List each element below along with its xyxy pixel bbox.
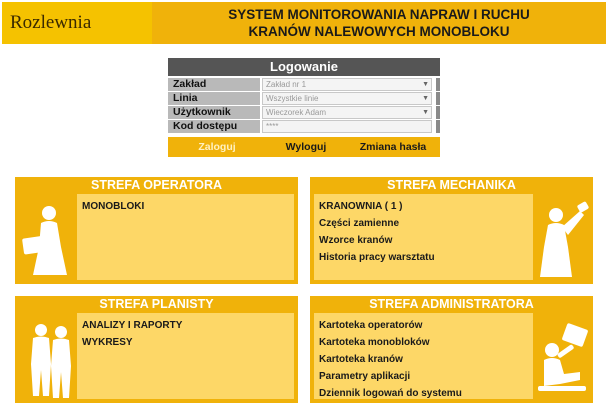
menu-item-workshop-history[interactable]: Historia pracy warsztatu [319, 252, 435, 263]
scrollbar [436, 120, 440, 133]
zone-admin [310, 296, 593, 403]
chevron-down-icon: ▼ [422, 81, 429, 88]
scrollbar [436, 106, 440, 119]
menu-item-tap-patterns[interactable]: Wzorce kranów [319, 235, 393, 246]
zone-operator-menu [77, 194, 294, 280]
mechanic-figure-icon [534, 199, 592, 279]
logout-button[interactable]: Wyloguj [285, 141, 327, 153]
page-title-line2: KRANÓW NALEWOWYCH MONOBLOKU [248, 24, 510, 39]
login-row-line [168, 92, 440, 105]
menu-item-kranownia[interactable]: KRANOWNIA ( 1 ) [319, 201, 403, 212]
login-panel [168, 58, 440, 158]
change-password-button[interactable]: Zmiana hasła [359, 141, 427, 153]
page-title-line1: SYSTEM MONITOROWANIA NAPRAW I RUCHU [228, 7, 530, 22]
zone-mechanic-title: STREFA MECHANIKA [387, 178, 516, 192]
page-title [152, 2, 606, 44]
admin-figure-icon [534, 320, 592, 396]
brand-logo: Rozlewnia [2, 2, 152, 44]
zone-admin-title: STREFA ADMINISTRATORA [369, 297, 534, 311]
line-select-value: Wszystkie linie [266, 94, 319, 103]
menu-item-app-parameters[interactable]: Parametry aplikacji [319, 371, 411, 382]
user-select-value: Wieczorek Adam [266, 108, 327, 117]
menu-item-monoblocks[interactable]: Kartoteka monobloków [319, 337, 430, 348]
login-title: Logowanie [168, 58, 440, 76]
zone-operator-title: STREFA OPERATORA [90, 178, 223, 192]
menu-item-monobloki[interactable]: MONOBLOKI [82, 201, 145, 212]
access-code-value: **** [266, 122, 279, 131]
access-code-label: Kod dostępu [168, 120, 260, 133]
zone-planner [15, 296, 298, 403]
menu-item-operators[interactable]: Kartoteka operatorów [319, 320, 423, 331]
plant-select[interactable] [262, 78, 432, 91]
chevron-down-icon: ▼ [422, 109, 429, 116]
line-label: Linia [168, 92, 260, 105]
menu-item-spare-parts[interactable]: Części zamienne [319, 218, 400, 229]
zone-planner-menu [77, 313, 294, 399]
planner-figures-icon [23, 318, 79, 400]
scrollbar [436, 92, 440, 105]
plant-label: Zakład [168, 78, 260, 91]
chevron-down-icon: ▼ [422, 95, 429, 102]
login-actions [168, 137, 440, 157]
zone-mechanic-menu [314, 194, 533, 280]
user-label: Użytkownik [168, 106, 260, 119]
menu-item-charts[interactable]: WYKRESY [82, 337, 133, 348]
access-code-input[interactable] [262, 120, 432, 133]
scrollbar [436, 78, 440, 91]
plant-select-value: Zakład nr 1 [266, 80, 307, 89]
menu-item-taps[interactable]: Kartoteka kranów [319, 354, 403, 365]
menu-item-reports[interactable]: ANALIZY I RAPORTY [82, 320, 183, 331]
login-button[interactable]: Zaloguj [198, 141, 236, 153]
zone-operator [15, 177, 298, 284]
zone-mechanic [310, 177, 593, 284]
operator-figure-icon [21, 199, 79, 279]
login-row-user [168, 106, 440, 119]
line-select[interactable] [262, 92, 432, 105]
login-row-plant [168, 78, 440, 91]
user-select[interactable] [262, 106, 432, 119]
zone-admin-menu [314, 313, 533, 399]
zone-planner-title: STREFA PLANISTY [99, 297, 214, 311]
login-row-code [168, 120, 440, 133]
menu-item-login-log[interactable]: Dziennik logowań do systemu [319, 388, 462, 399]
